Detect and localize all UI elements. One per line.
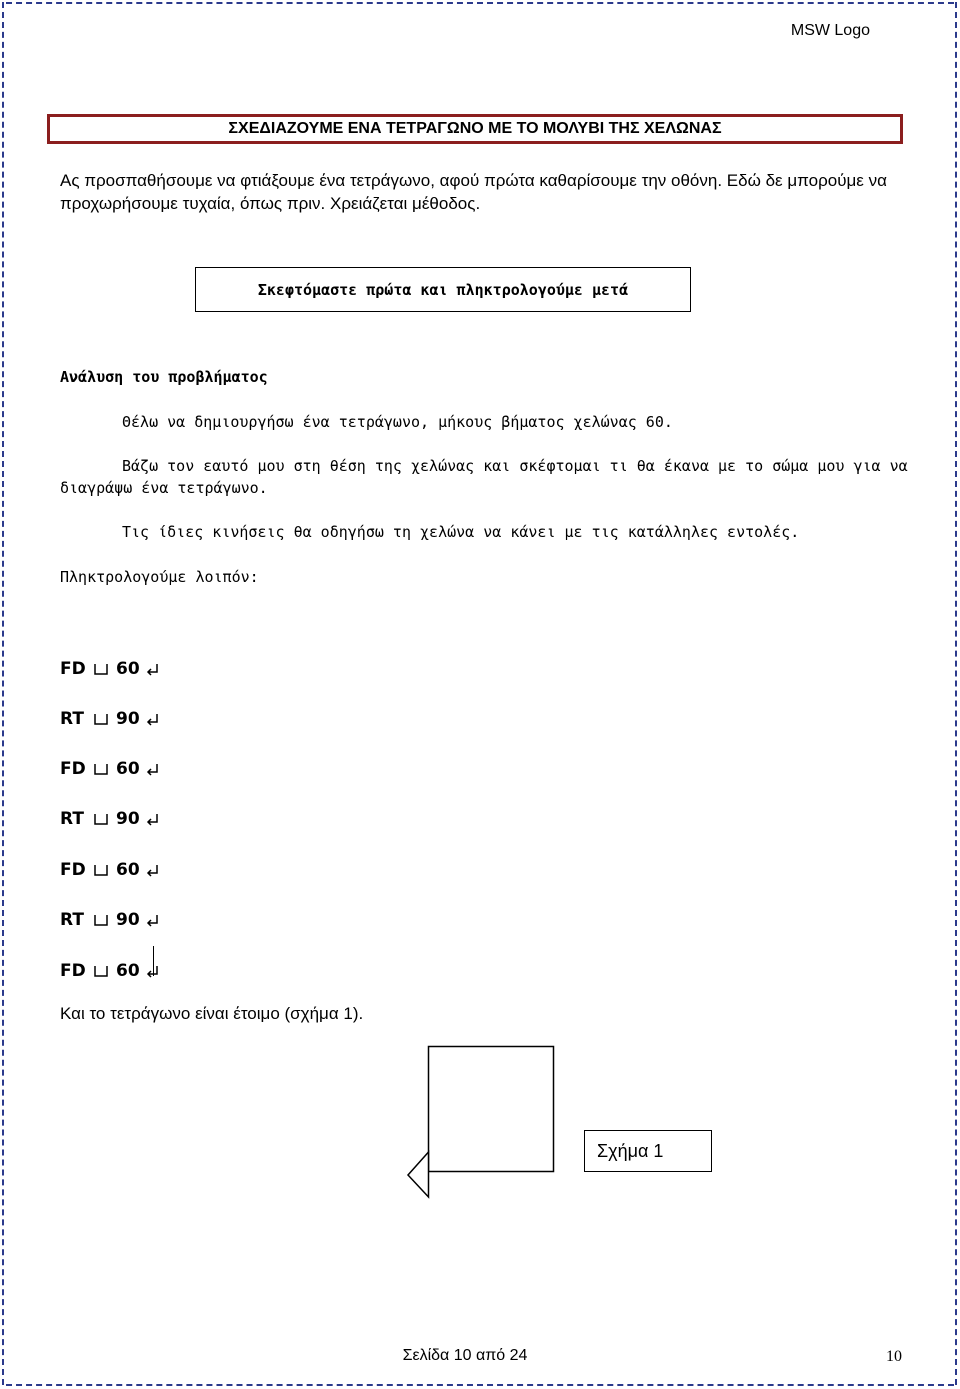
figure-caption: Σχήμα 1 — [584, 1130, 712, 1172]
space-key-icon — [94, 712, 116, 726]
command-line — [60, 909, 160, 931]
command-line — [60, 960, 160, 982]
footer-page-number: 10 — [886, 1348, 902, 1365]
conclusion-text: Και το τετράγωνο είναι έτοιμο (σχήμα 1). — [60, 1004, 364, 1023]
enter-key-icon — [146, 712, 160, 726]
enter-key-icon — [146, 913, 160, 927]
analysis-paragraph-4: Πληκτρολογούμε λοιπόν: — [60, 568, 259, 586]
analysis-paragraph-3: Τις ίδιες κινήσεις θα οδηγήσω τη χελώνα να κάνει με τις κατάλληλες εντολές. — [122, 523, 800, 541]
command-line — [60, 808, 160, 830]
square-figure — [400, 1040, 560, 1200]
enter-key-icon — [146, 812, 160, 826]
space-key-icon — [94, 762, 116, 776]
space-key-icon — [94, 662, 116, 676]
command-value: 90 — [116, 709, 140, 729]
page-border-right — [955, 2, 957, 1385]
command-keyword: FD — [60, 659, 86, 679]
drawn-square — [429, 1047, 554, 1172]
page-border-left — [2, 2, 4, 1385]
footer-page-info: Σελίδα 10 από 24 — [402, 1347, 528, 1364]
command-value: 90 — [116, 910, 140, 930]
analysis-paragraph-2: Βάζω τον εαυτό μου στη θέση της χελώνας και σκέφτομαι τι θα έκανα με το σώμα μου για να διαγράψω ένα τετράγωνο. — [60, 457, 908, 497]
command-keyword: FD — [60, 860, 86, 880]
command-keyword: FD — [60, 759, 86, 779]
command-line — [60, 859, 160, 881]
analysis-heading: Ανάλυση του προβλήματος — [60, 368, 268, 386]
command-keyword: RT — [60, 709, 84, 729]
text-cursor — [153, 946, 154, 976]
space-key-icon — [94, 964, 116, 978]
command-value: 90 — [116, 809, 140, 829]
command-line — [60, 708, 160, 730]
header-app-name: MSW Logo — [790, 22, 870, 39]
command-value: 60 — [116, 759, 140, 779]
command-value: 60 — [116, 659, 140, 679]
command-line — [60, 658, 160, 680]
space-key-icon — [94, 812, 116, 826]
enter-key-icon — [146, 863, 160, 877]
command-line — [60, 758, 160, 780]
section-title: ΣΧΕΔΙΑΖΟΥΜΕ ΕΝΑ ΤΕΤΡΑΓΩΝΟ ΜΕ ΤΟ ΜΟΛΥΒΙ ΤΗΣ ΧΕΛΩΝΑΣ — [47, 114, 903, 144]
space-key-icon — [94, 913, 116, 927]
page-border-top — [6, 2, 954, 4]
turtle-icon — [408, 1152, 429, 1197]
page-border-bottom — [6, 1384, 954, 1386]
space-key-icon — [94, 863, 116, 877]
intro-paragraph: Ας προσπαθήσουμε να φτιάξουμε ένα τετράγωνο, αφού πρώτα καθαρίσουμε την οθόνη. Εδώ δε μπορούμε να προχωρήσουμε τυχαία, όπως πριν. Χρειάζεται μέθοδος. — [60, 171, 887, 213]
enter-key-icon — [146, 662, 160, 676]
analysis-paragraph-1: Θέλω να δημιουργήσω ένα τετράγωνο, μήκους βήματος χελώνας 60. — [122, 413, 673, 431]
command-keyword: FD — [60, 961, 86, 981]
command-value: 60 — [116, 961, 140, 981]
enter-key-icon — [146, 762, 160, 776]
command-keyword: RT — [60, 910, 84, 930]
think-first-box: Σκεφτόμαστε πρώτα και πληκτρολογούμε μετά — [195, 267, 691, 312]
command-keyword: RT — [60, 809, 84, 829]
command-value: 60 — [116, 860, 140, 880]
